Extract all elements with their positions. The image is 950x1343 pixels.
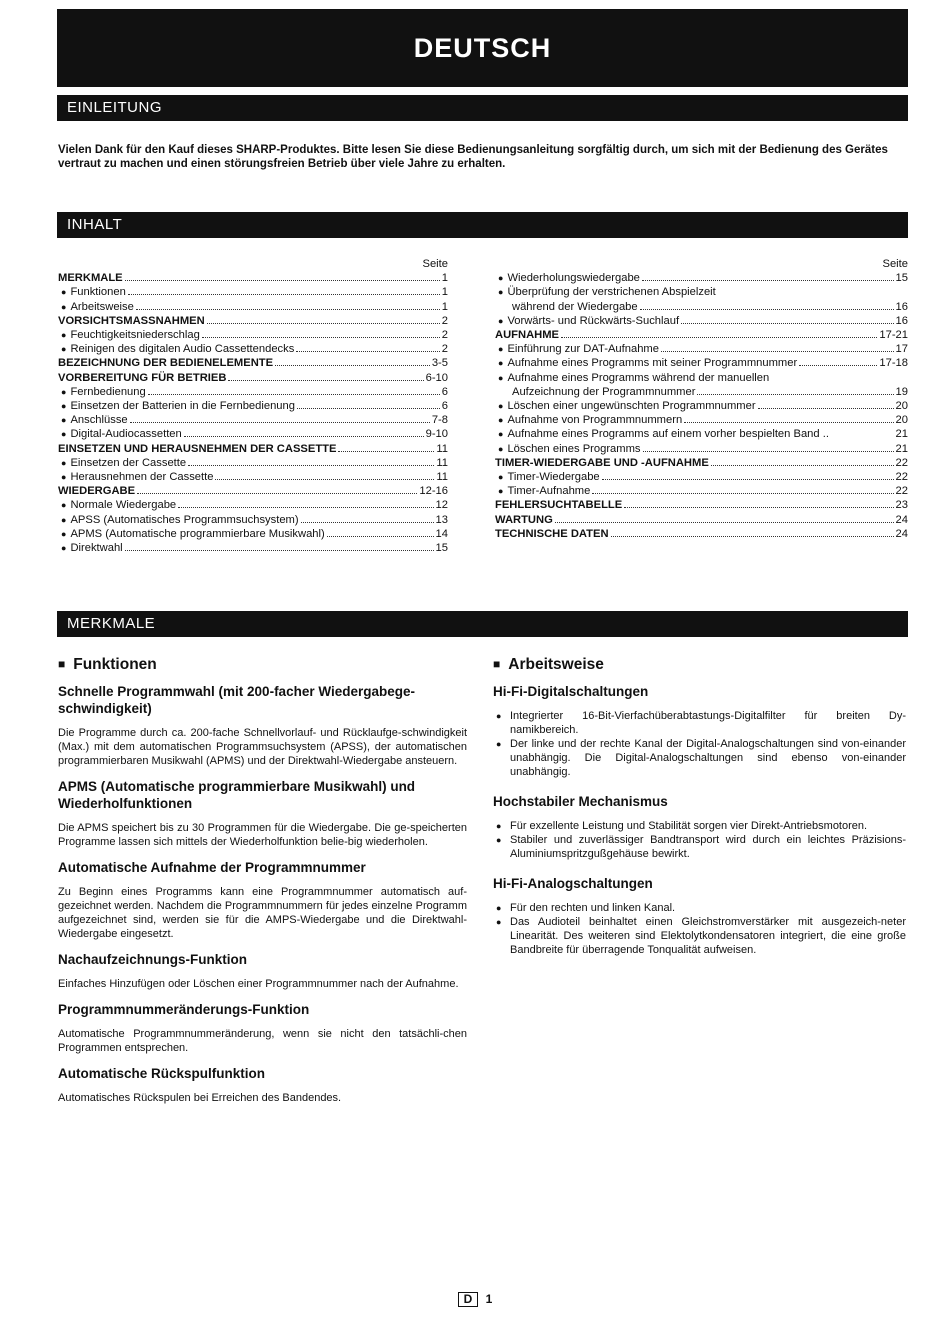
feature-text: Einfaches Hinzufügen oder Löschen einer Programmnummer nach der Aufnahme. (58, 978, 459, 990)
toc-leader-dots (184, 436, 424, 437)
toc-entry (495, 470, 908, 484)
toc-leader-dots (275, 365, 430, 366)
toc-leader-dots (130, 422, 430, 423)
toc-entry (495, 456, 908, 470)
toc-entry-page: 15 (895, 272, 908, 285)
toc-entry-label: Aufzeichnung der Programmnummer (512, 385, 696, 398)
toc-leader-dots (684, 422, 893, 423)
toc-entry (495, 342, 908, 356)
feature-title: APMS (Automatische programmierbare Musikwahl) und Wiederholfunktionen (58, 779, 416, 811)
toc-entry-page: 22 (895, 456, 908, 469)
toc-entry-label: ● Einsetzen der Batterien in die Fernbedienung (58, 399, 295, 413)
toc-entry-label: AUFNAHME (495, 329, 560, 342)
toc-entry-label: ● Fernbedienung (58, 385, 146, 399)
toc-entry-label: WARTUNG (495, 513, 553, 526)
feature-list-item: ● Für den rechten und linken Kanal. (493, 901, 906, 915)
feature-list (493, 819, 906, 861)
toc-entry (58, 328, 448, 342)
toc-entry (58, 371, 448, 385)
feature-text: Zu Beginn eines Programms kann eine Programmnummer automatisch auf-gezeichnet werden. Nachdem die Programmnummern für jedes einzelne Programm aufgezeichnet sind, werden sie für die AMPS-Wiedergabe und die Direktwahl-Wiedergabe eingesetzt. (58, 886, 467, 940)
toc-entry (58, 427, 448, 441)
toc-entry-page: 1 (441, 286, 448, 299)
toc-entry-page: 7-8 (431, 414, 448, 427)
toc-entry-page: 19 (895, 385, 908, 398)
toc-entry-page: 11 (436, 442, 448, 455)
toc-entry (495, 356, 908, 370)
feature-title: Automatische Aufnahme der Programmnummer (58, 860, 366, 875)
toc-entry-page: 6 (441, 385, 448, 398)
feature-list-item: ● Stabiler und zuverlässiger Bandtransport wird durch ein leichtes Präzisions-Aluminiumspritzgußgehäuse bewirkt. (493, 833, 906, 861)
toc-leader-dots (758, 408, 894, 409)
feature-text: Automatische Programmnummeränderung, wenn sie nicht den tatsächli-chen Programmen entsprechen. (58, 1028, 467, 1054)
toc-leader-dots (128, 294, 440, 295)
toc-entry (58, 541, 448, 555)
toc-entry-label: ● Einführung zur DAT-Aufnahme (495, 342, 659, 356)
toc-entry (495, 513, 908, 527)
toc-entry-page: 1 (441, 300, 448, 313)
toc-leader-dots (297, 408, 440, 409)
toc-entry-label: VORSICHTSMASSNAHMEN (58, 314, 205, 327)
toc-entry-page: 17-21 (879, 329, 908, 342)
toc-leader-dots (602, 479, 894, 480)
toc-leader-dots (592, 493, 893, 494)
toc-leader-dots (643, 451, 894, 452)
toc-entry (495, 399, 908, 413)
toc-leader-dots (296, 351, 439, 352)
toc-entry-page: 2 (441, 329, 448, 342)
toc-entry-page: 16 (895, 314, 908, 327)
toc-entry-label: BEZEICHNUNG DER BEDIENELEMENTE (58, 357, 274, 370)
funktionen-heading: ■ Funktionen (58, 656, 467, 674)
toc-leader-dots (611, 536, 894, 537)
toc-entry-label: ● APSS (Automatisches Programmsuchsystem) (58, 513, 299, 527)
language-box: D (458, 1292, 479, 1307)
toc-entry (58, 271, 448, 285)
toc-entry (495, 427, 908, 441)
feature-list (493, 709, 906, 779)
toc-entry-label: ● Aufnahme von Programmnummern (495, 413, 682, 427)
toc-entry-label: ● Funktionen (58, 285, 126, 299)
toc-leader-dots (148, 394, 440, 395)
arbeitsweise-column (493, 656, 906, 971)
toc-leader-dots (137, 493, 417, 494)
feature-title: Hi-Fi-Analogschaltungen (493, 876, 653, 891)
toc-entry-page: 17 (895, 343, 908, 356)
feature-text: Die APMS speichert bis zu 30 Programmen für die Wiedergabe. Die ge-speicherten Programme lassen sich mittels der Wiederholfunktion belie-big wiederholen. (58, 822, 467, 848)
toc-leader-dots (202, 337, 440, 338)
toc-leader-dots (301, 522, 434, 523)
toc-entry-label: ● Timer-Aufnahme (495, 484, 590, 498)
toc-entry (58, 484, 448, 498)
toc-entry-page: 2 (441, 343, 448, 356)
toc-leader-dots (338, 451, 434, 452)
toc-entry-label: ● Digital-Audiocassetten (58, 427, 182, 441)
toc-entry (495, 385, 908, 399)
funktionen-column (58, 656, 467, 1115)
toc-entry (495, 442, 908, 456)
toc-entry-page: 2 (441, 314, 448, 327)
toc-entry-page: 23 (895, 499, 908, 512)
feature-title: Schnelle Programmwahl (mit 200-facher Wiedergabege-schwindigkeit) (58, 684, 415, 716)
feature-title: Hi-Fi-Digitalschaltungen (493, 684, 649, 699)
toc-entry (58, 442, 448, 456)
toc-entry-label: TECHNISCHE DATEN (495, 527, 609, 540)
toc-entry (58, 470, 448, 484)
toc-entry (58, 527, 448, 541)
page-footer (0, 1292, 950, 1307)
feature-text: Die Programme durch ca. 200-fache Schnellvorlauf- und Rücklaufge-schwindigkeit (Max.) mit dem automatischen Programmsuchsystem (APSS), der automatischen programmierbaren Musikwahl (APMS) und der Direktwahl-Wiedergabe ansteuern. (58, 727, 467, 767)
toc-entry-label: TIMER-WIEDERGABE UND -AUFNAHME (495, 456, 709, 469)
feature-list-item: ● Integrierter 16-Bit-Vierfachüberabtastungs-Digitalfilter für breiten Dy-namikbereich. (493, 709, 906, 737)
toc-entry (495, 413, 908, 427)
page-title: DEUTSCH (413, 33, 552, 63)
toc-entry-page: 14 (435, 527, 448, 540)
feature-title: Programmnummeränderungs-Funktion (58, 1002, 310, 1017)
toc-entry: ● Aufnahme eines Programms während der manuellen (495, 371, 908, 385)
feature-list-item: ● Der linke und der rechte Kanal der Digital-Analogschaltungen sind von-einander unabhängig. Die Digital-Analogschaltungen sind ebenso von-einander unabhängig. (493, 737, 906, 779)
toc-entry-page: 3-5 (431, 357, 448, 370)
toc-entry-page: 1 (441, 272, 448, 285)
toc-entry-page: 12 (435, 499, 448, 512)
toc-leader-dots (178, 507, 433, 508)
toc-entry-label: ● Timer-Wiedergabe (495, 470, 600, 484)
page-title-banner (57, 9, 908, 87)
arbeitsweise-heading: ■ Arbeitsweise (493, 656, 906, 674)
feature-title: Nachaufzeichnungs-Funktion (58, 952, 247, 967)
toc-leader-dots (228, 380, 423, 381)
page-number: 1 (485, 1292, 493, 1306)
toc-right-column (495, 257, 908, 541)
toc-entry-label: ● Direktwahl (58, 541, 123, 555)
toc-entry-label: ● Löschen eines Programms (495, 442, 641, 456)
toc-entry-label: FEHLERSUCHTABELLE (495, 499, 623, 512)
toc-entry-label: ● Arbeitsweise (58, 300, 134, 314)
feature-list-item: ● Für exzellente Leistung und Stabilität sorgen vier Direkt-Antriebsmotoren. (493, 819, 906, 833)
toc-entry-page: 11 (436, 456, 448, 469)
feature-list (493, 901, 906, 957)
toc-entry-page: 21 (895, 428, 908, 441)
toc-entry-label: ● Normale Wiedergabe (58, 498, 176, 512)
intro-paragraph: Vielen Dank für den Kauf dieses SHARP-Produktes. Bitte lesen Sie diese Bedienungsanleitung sorgfältig durch, um sich mit der Bedienung des Gerätes vertraut zu machen und einen störungsfreien Betrieb über viele Jahre zu erhalten. (58, 144, 888, 170)
toc-entry (495, 314, 908, 328)
toc-entry-page: 17-18 (879, 357, 908, 370)
toc-entry (495, 484, 908, 498)
toc-leader-dots (555, 522, 894, 523)
toc-entry-page: 24 (895, 527, 908, 540)
toc-entry-label: ● Anschlüsse (58, 413, 128, 427)
toc-entry (58, 285, 448, 299)
toc-entry-label: ● Wiederholungswiedergabe (495, 271, 640, 285)
section-bar-inhalt (57, 212, 908, 238)
toc-entry (58, 399, 448, 413)
toc-entry-label: ● Feuchtigkeitsniederschlag (58, 328, 200, 342)
toc-entry (58, 456, 448, 470)
toc-entry-page: 22 (895, 485, 908, 498)
toc-entry-page: 22 (895, 471, 908, 484)
toc-leader-dots (624, 507, 893, 508)
toc-entry-label: EINSETZEN UND HERAUSNEHMEN DER CASSETTE (58, 442, 337, 455)
feature-title: Automatische Rückspulfunktion (58, 1066, 266, 1081)
toc-entry-page: 6-10 (425, 371, 448, 384)
toc-entry (495, 271, 908, 285)
toc-entry-page: 21 (895, 442, 908, 455)
toc-entry-label: ● Aufnahme eines Programms auf einem vorher bespielten Band .. (495, 427, 829, 441)
toc-entry-page: 24 (895, 513, 908, 526)
toc-entry-label: ● Löschen einer ungewünschten Programmnummer (495, 399, 756, 413)
toc-entry (58, 513, 448, 527)
toc-entry-label: MERKMALE (58, 272, 123, 285)
toc-entry-page: 16 (895, 300, 908, 313)
toc-leader-dots (799, 365, 877, 366)
toc-entry-page: 11 (436, 471, 448, 484)
toc-entry-page: 20 (895, 400, 908, 413)
toc-entry: ● Überprüfung der verstrichenen Abspielzeit (495, 285, 908, 299)
feature-list-item: ● Das Audioteil beinhaltet einen Gleichstromverstärker mit ausgezeich-neter Linearität. Des weiteren sind Elektolytkondensatoren integriert, die eine große Bandbreite für überragende Tonqualität aufweisen. (493, 915, 906, 957)
toc-entry-label: WIEDERGABE (58, 485, 136, 498)
toc-leader-dots (697, 394, 893, 395)
section-title-inhalt: INHALT (67, 216, 123, 233)
toc-leader-dots (561, 337, 877, 338)
toc-leader-dots (125, 280, 440, 281)
toc-entry (58, 356, 448, 370)
toc-entry (58, 413, 448, 427)
toc-leader-dots (642, 280, 894, 281)
toc-entry-page: 9-10 (425, 428, 448, 441)
toc-leader-dots (215, 479, 434, 480)
section-title-merkmale: MERKMALE (67, 615, 156, 632)
toc-entry (495, 328, 908, 342)
toc-leader-dots (125, 550, 434, 551)
toc-left-column (58, 257, 448, 555)
toc-entry (58, 314, 448, 328)
toc-seite-label: Seite (422, 258, 448, 270)
toc-entry-label: während der Wiedergabe (512, 300, 638, 313)
toc-entry (58, 342, 448, 356)
toc-entry (58, 385, 448, 399)
toc-entry-label: ● APMS (Automatische programmierbare Musikwahl) (58, 527, 325, 541)
section-bar-einleitung (57, 95, 908, 121)
toc-entry-label: ● Herausnehmen der Cassette (58, 470, 213, 484)
section-bar-merkmale (57, 611, 908, 637)
toc-entry-label: ● Aufnahme eines Programms mit seiner Programmnummer (495, 356, 797, 370)
feature-text: Automatisches Rückspulen bei Erreichen des Bandendes. (58, 1092, 342, 1104)
toc-entry (58, 300, 448, 314)
toc-entry (58, 498, 448, 512)
toc-entry-page: 6 (441, 400, 448, 413)
toc-entry-page: 15 (435, 542, 448, 555)
toc-entry-label: ● Reinigen des digitalen Audio Cassettendecks (58, 342, 294, 356)
toc-leader-dots (188, 465, 434, 466)
toc-leader-dots (681, 323, 894, 324)
toc-leader-dots (711, 465, 894, 466)
toc-entry-label: VORBEREITUNG FÜR BETRIEB (58, 371, 227, 384)
toc-leader-dots (640, 309, 894, 310)
toc-entry-page: 12-16 (419, 485, 448, 498)
toc-seite-label: Seite (882, 258, 908, 270)
toc-entry (495, 527, 908, 541)
toc-entry-page: 20 (895, 414, 908, 427)
toc-leader-dots (327, 536, 434, 537)
toc-entry-label: ● Vorwärts- und Rückwärts-Suchlauf (495, 314, 679, 328)
toc-entry (495, 300, 908, 314)
section-title-einleitung: EINLEITUNG (67, 99, 163, 116)
feature-title: Hochstabiler Mechanismus (493, 794, 668, 809)
toc-entry (495, 498, 908, 512)
toc-leader-dots (136, 309, 440, 310)
toc-leader-dots (661, 351, 894, 352)
toc-entry-label: ● Einsetzen der Cassette (58, 456, 186, 470)
toc-leader-dots (207, 323, 440, 324)
toc-entry-page: 13 (435, 513, 448, 526)
